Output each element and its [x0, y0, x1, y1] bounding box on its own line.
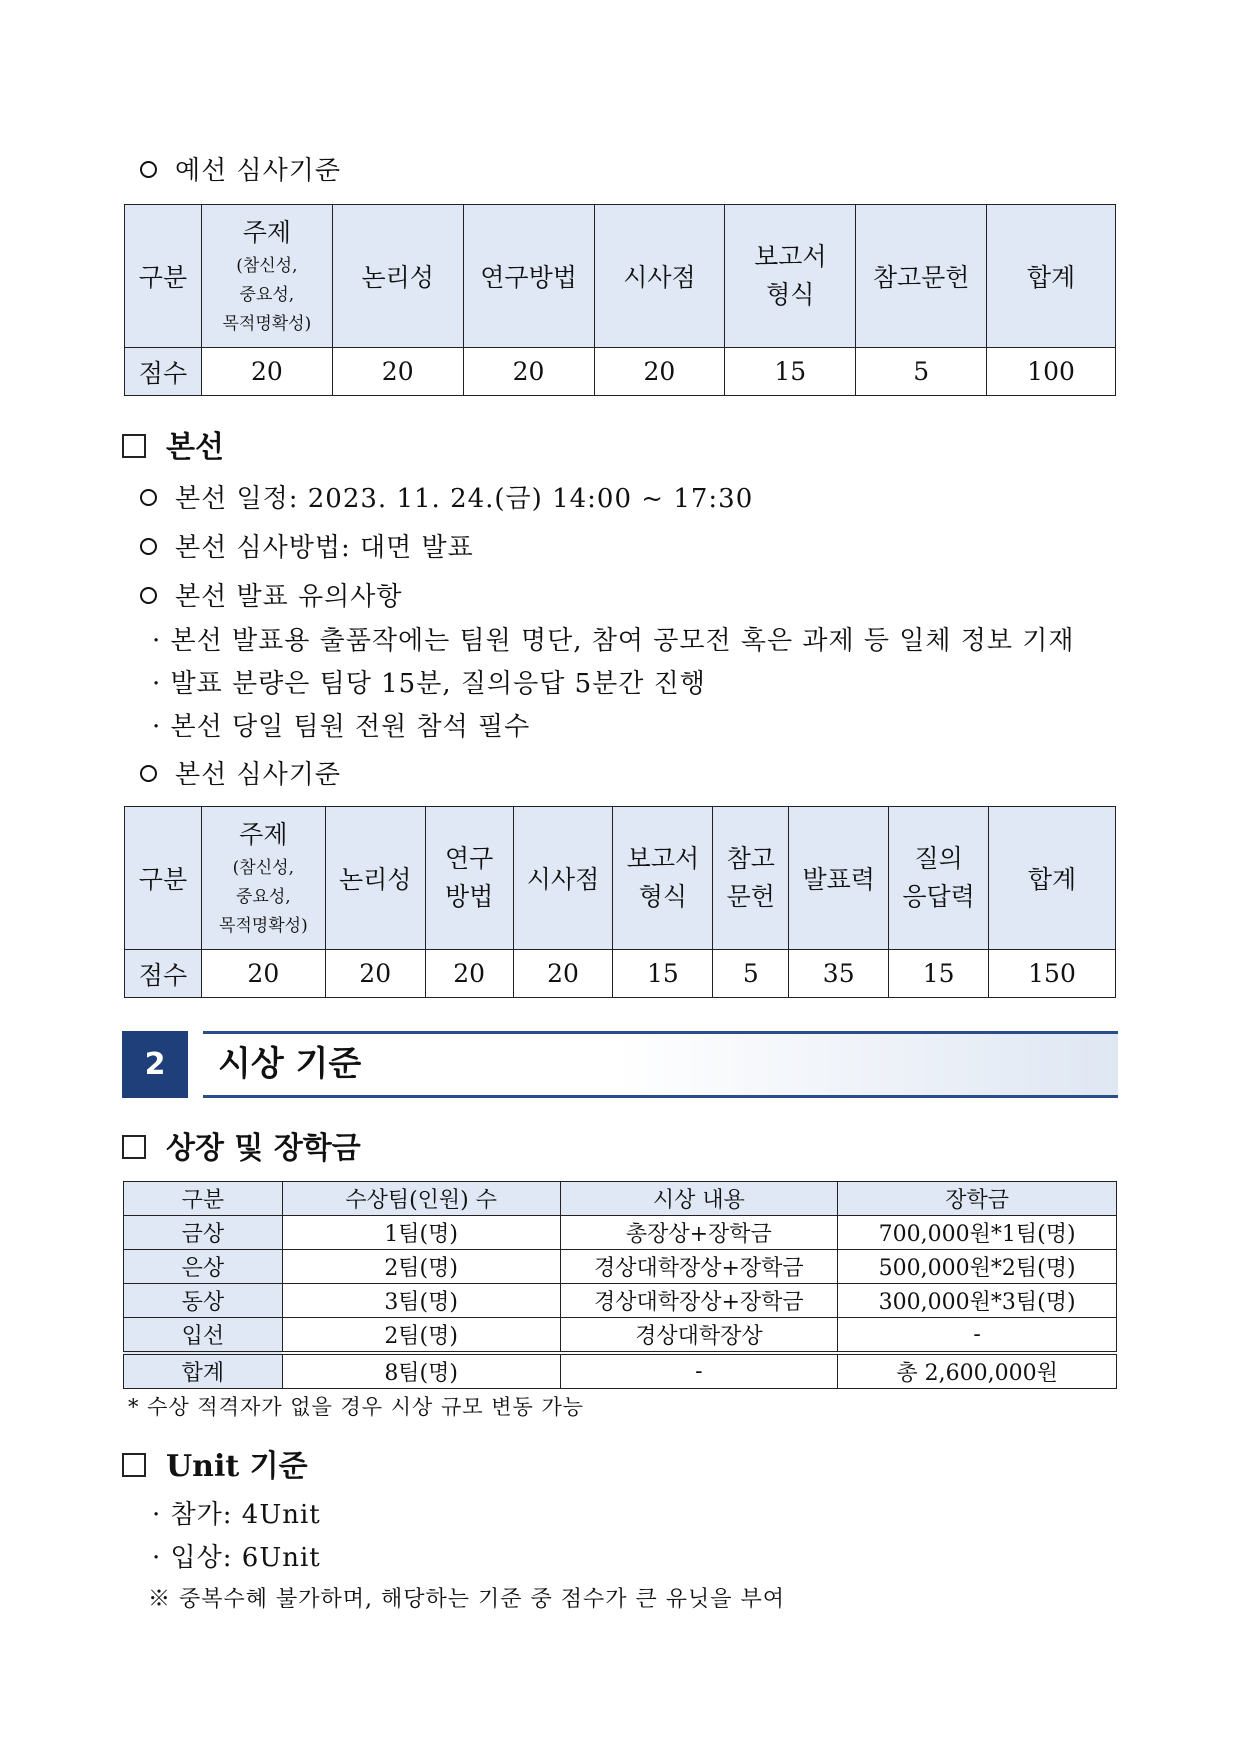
table-total-row: [124, 1353, 1117, 1389]
score-cell: 20: [201, 348, 332, 396]
unit-heading: Unit 기준: [122, 1441, 308, 1485]
col-header: 수상팀(인원) 수: [282, 1182, 560, 1216]
col-total: 합계: [987, 205, 1116, 348]
col-header: 장학금: [838, 1182, 1117, 1216]
col-presentation: 발표력: [789, 807, 889, 950]
awards-table: [123, 1181, 1117, 1389]
table-header-row: [125, 205, 1116, 348]
checkbox-square-icon: [122, 1453, 146, 1477]
col-refs: 참고문헌: [856, 205, 987, 348]
table-row: [124, 1284, 1117, 1318]
col-implication: 시사점: [594, 205, 725, 348]
score-cell: 20: [513, 950, 613, 998]
table-header-row: [125, 807, 1116, 950]
col-category: 구분: [125, 807, 202, 950]
table-cell: 경상대학장상+장학금: [560, 1284, 838, 1318]
score-cell: 20: [332, 348, 463, 396]
score-cell: 150: [989, 950, 1116, 998]
circle-bullet-icon: [140, 538, 157, 555]
col-header: 시상 내용: [560, 1182, 838, 1216]
award-name: 동상: [124, 1284, 283, 1318]
col-method: 연구방법: [463, 205, 594, 348]
table-cell: 300,000원*3팀(명): [838, 1284, 1117, 1318]
finals-method: 본선 심사방법: 대면 발표: [140, 527, 474, 564]
table-cell: 2팀(명): [282, 1318, 560, 1354]
finals-notes-title: 본선 발표 유의사항: [140, 576, 402, 613]
score-label: 점수: [125, 348, 202, 396]
finals-note: · 발표 분량은 팀당 15분, 질의응답 5분간 진행: [152, 669, 706, 699]
checkbox-square-icon: [122, 434, 146, 458]
col-refs: 참고 문헌: [713, 807, 789, 950]
finals-note: · 본선 발표용 출품작에는 팀원 명단, 참여 공모전 혹은 과제 등 일체 정보 기재: [152, 626, 1075, 656]
table-row: [124, 1216, 1117, 1250]
award-name: 입선: [124, 1318, 283, 1354]
table-cell: 3팀(명): [282, 1284, 560, 1318]
circle-bullet-icon: [140, 765, 157, 782]
table-cell: 총 2,600,000원: [838, 1353, 1117, 1389]
circle-bullet-icon: [140, 489, 157, 506]
col-category: 구분: [125, 205, 202, 348]
awards-heading: 상장 및 장학금: [122, 1123, 361, 1167]
score-cell: 20: [594, 348, 725, 396]
col-topic: 주제 (참신성, 중요성, 목적명확성): [201, 205, 332, 348]
checkbox-square-icon: [122, 1135, 146, 1159]
col-logic: 논리성: [325, 807, 425, 950]
table-row: [124, 1318, 1117, 1354]
total-label: 합계: [124, 1353, 283, 1389]
score-cell: 20: [325, 950, 425, 998]
col-method: 연구 방법: [425, 807, 513, 950]
score-cell: 20: [425, 950, 513, 998]
award-name: 은상: [124, 1250, 283, 1284]
score-cell: 20: [463, 348, 594, 396]
finals-date: 본선 일정: 2023. 11. 24.(금) 14:00 ~ 17:30: [140, 478, 753, 515]
section-title: 시상 기준: [218, 1044, 362, 1084]
table-cell: 8팀(명): [282, 1353, 560, 1389]
unit-item: · 입상: 6Unit: [152, 1543, 321, 1573]
col-format: 보고서 형식: [725, 205, 856, 348]
table-cell: 총장상+장학금: [560, 1216, 838, 1250]
unit-note: ※ 중복수혜 불가하며, 해당하는 기준 중 점수가 큰 유닛을 부여: [148, 1587, 785, 1612]
table-header-row: [124, 1182, 1117, 1216]
score-cell: 15: [613, 950, 713, 998]
col-logic: 논리성: [332, 205, 463, 348]
table-cell: 700,000원*1팀(명): [838, 1216, 1117, 1250]
section-number: 2: [122, 1031, 188, 1098]
table-cell: -: [838, 1318, 1117, 1354]
score-row: [125, 348, 1116, 396]
table-cell: 500,000원*2팀(명): [838, 1250, 1117, 1284]
table-cell: 경상대학장상+장학금: [560, 1250, 838, 1284]
table-cell: 경상대학장상: [560, 1318, 838, 1354]
finals-note: · 본선 당일 팀원 전원 참석 필수: [152, 712, 531, 742]
score-cell: 15: [725, 348, 856, 396]
col-header: 구분: [124, 1182, 283, 1216]
table-row: [124, 1250, 1117, 1284]
score-cell: 5: [713, 950, 789, 998]
prelim-criteria-label: 예선 심사기준: [140, 150, 341, 187]
score-row: [125, 950, 1116, 998]
final-criteria-table: [124, 806, 1116, 998]
score-cell: 15: [889, 950, 989, 998]
col-topic: 주제 (참신성, 중요성, 목적명확성): [201, 807, 325, 950]
circle-bullet-icon: [140, 587, 157, 604]
table-cell: 2팀(명): [282, 1250, 560, 1284]
table-cell: 1팀(명): [282, 1216, 560, 1250]
finals-heading: 본선: [122, 422, 224, 466]
col-format: 보고서 형식: [613, 807, 713, 950]
table-cell: -: [560, 1353, 838, 1389]
score-cell: 20: [201, 950, 325, 998]
prelim-criteria-table: [124, 204, 1116, 396]
finals-criteria-label: 본선 심사기준: [140, 754, 341, 791]
award-name: 금상: [124, 1216, 283, 1250]
score-cell: 100: [987, 348, 1116, 396]
col-implication: 시사점: [513, 807, 613, 950]
unit-item: · 참가: 4Unit: [152, 1500, 321, 1530]
col-total: 합계: [989, 807, 1116, 950]
score-cell: 35: [789, 950, 889, 998]
score-cell: 5: [856, 348, 987, 396]
score-label: 점수: [125, 950, 202, 998]
circle-bullet-icon: [140, 161, 157, 178]
awards-footnote: * 수상 적격자가 없을 경우 시상 규모 변동 가능: [128, 1395, 585, 1419]
col-qa: 질의 응답력: [889, 807, 989, 950]
